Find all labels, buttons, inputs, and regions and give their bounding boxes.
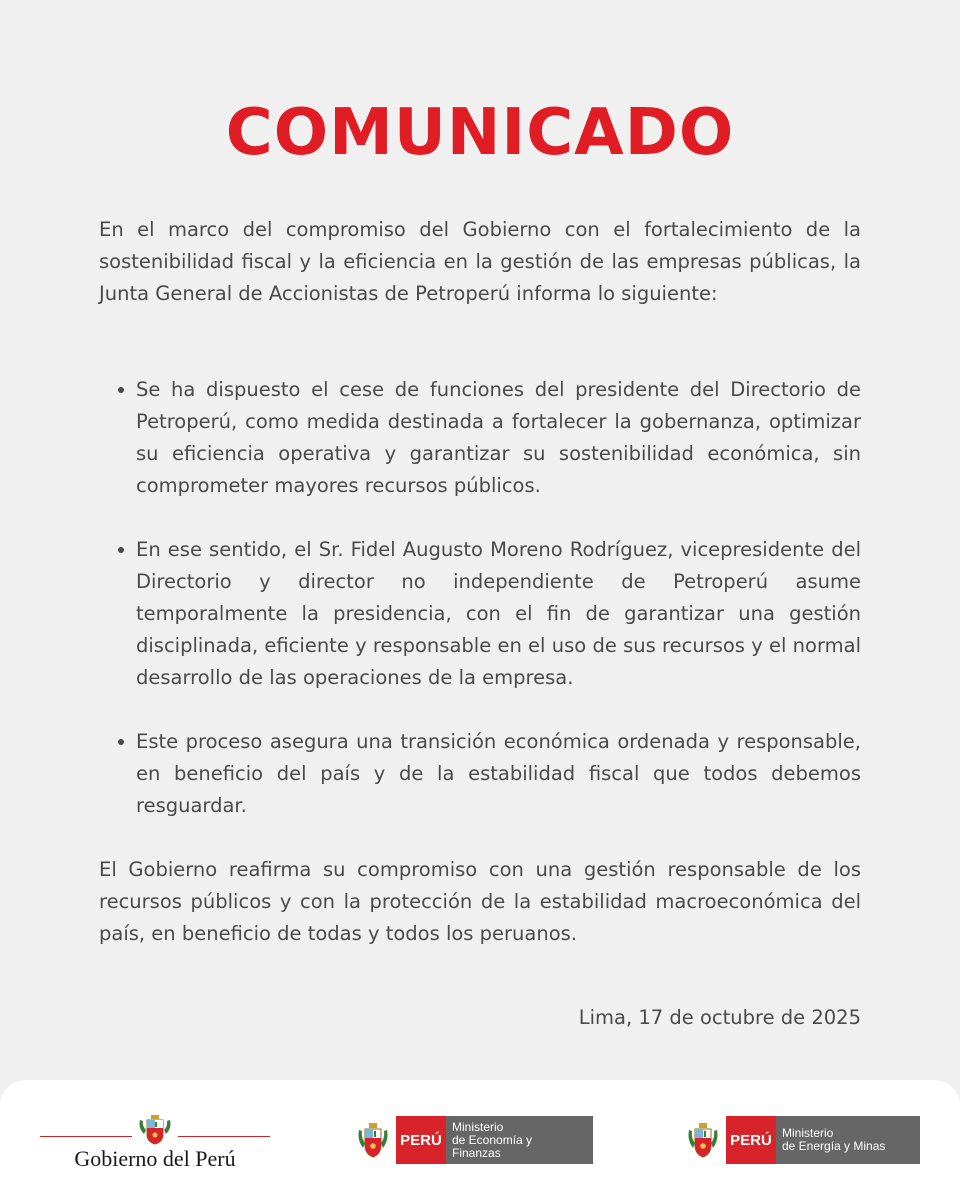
intro-paragraph: En el marco del compromiso del Gobierno con el fortalecimiento de la sostenibilidad fiscal y la eficiencia en la gestión de las empresas públicas, la Junta General de Accionistas de Petroperú informa lo siguiente: — [99, 218, 861, 305]
closing-paragraph: El Gobierno reafirma su compromiso con una gestión responsable de los recursos públicos y con la protección de la estabilidad macroeconómica del país, en beneficio de todas y todos los peruanos. — [99, 858, 861, 945]
ministry-line1: Ministerio — [782, 1126, 834, 1140]
page-title: COMUNICADO — [225, 96, 735, 170]
date-line: Lima, 17 de octubre de 2025 — [578, 1006, 861, 1029]
gobierno-label: Gobierno del Perú — [74, 1146, 236, 1171]
ministry-label — [776, 1116, 920, 1164]
ministry-line2: de Energía y Minas — [782, 1139, 886, 1153]
list-item: Se ha dispuesto el cese de funciones del presidente del Directorio de Petroperú, como medida destinada a fortalecer la gobernanza, optimizar su eficiencia operativa y garantizar su sostenibilidad económica, sin comprometer mayores recursos públicos. — [99, 374, 861, 502]
list-item: Este proceso asegura una transición económica ordenada y responsable, en beneficio del país y de la estabilidad fiscal que todos debemos resguardar. — [99, 726, 861, 822]
ministry-line1: Ministerio — [452, 1119, 504, 1134]
mef-logo — [356, 1116, 593, 1164]
minem-logo — [686, 1116, 920, 1164]
coat-of-arms-icon — [686, 1120, 720, 1160]
ministry-line2: de Economía y Finanzas — [452, 1132, 533, 1160]
peru-badge: PERÚ — [726, 1116, 776, 1164]
ministry-label — [446, 1116, 593, 1164]
bullet-list — [99, 374, 861, 822]
peru-badge: PERÚ — [396, 1116, 446, 1164]
footer-logos — [0, 1080, 960, 1200]
coat-of-arms-icon — [356, 1120, 390, 1160]
list-item: En ese sentido, el Sr. Fidel Augusto Moreno Rodríguez, vicepresidente del Directorio y director no independiente de Petroperú asume temporalmente la presidencia, con el fin de garantizar una gestión disciplinada, eficiente y responsable en el uso de sus recursos y el normal desarrollo de las operaciones de la empresa. — [99, 534, 861, 694]
coat-of-arms-icon — [136, 1114, 174, 1146]
gobierno-del-peru-logo — [40, 1114, 270, 1174]
